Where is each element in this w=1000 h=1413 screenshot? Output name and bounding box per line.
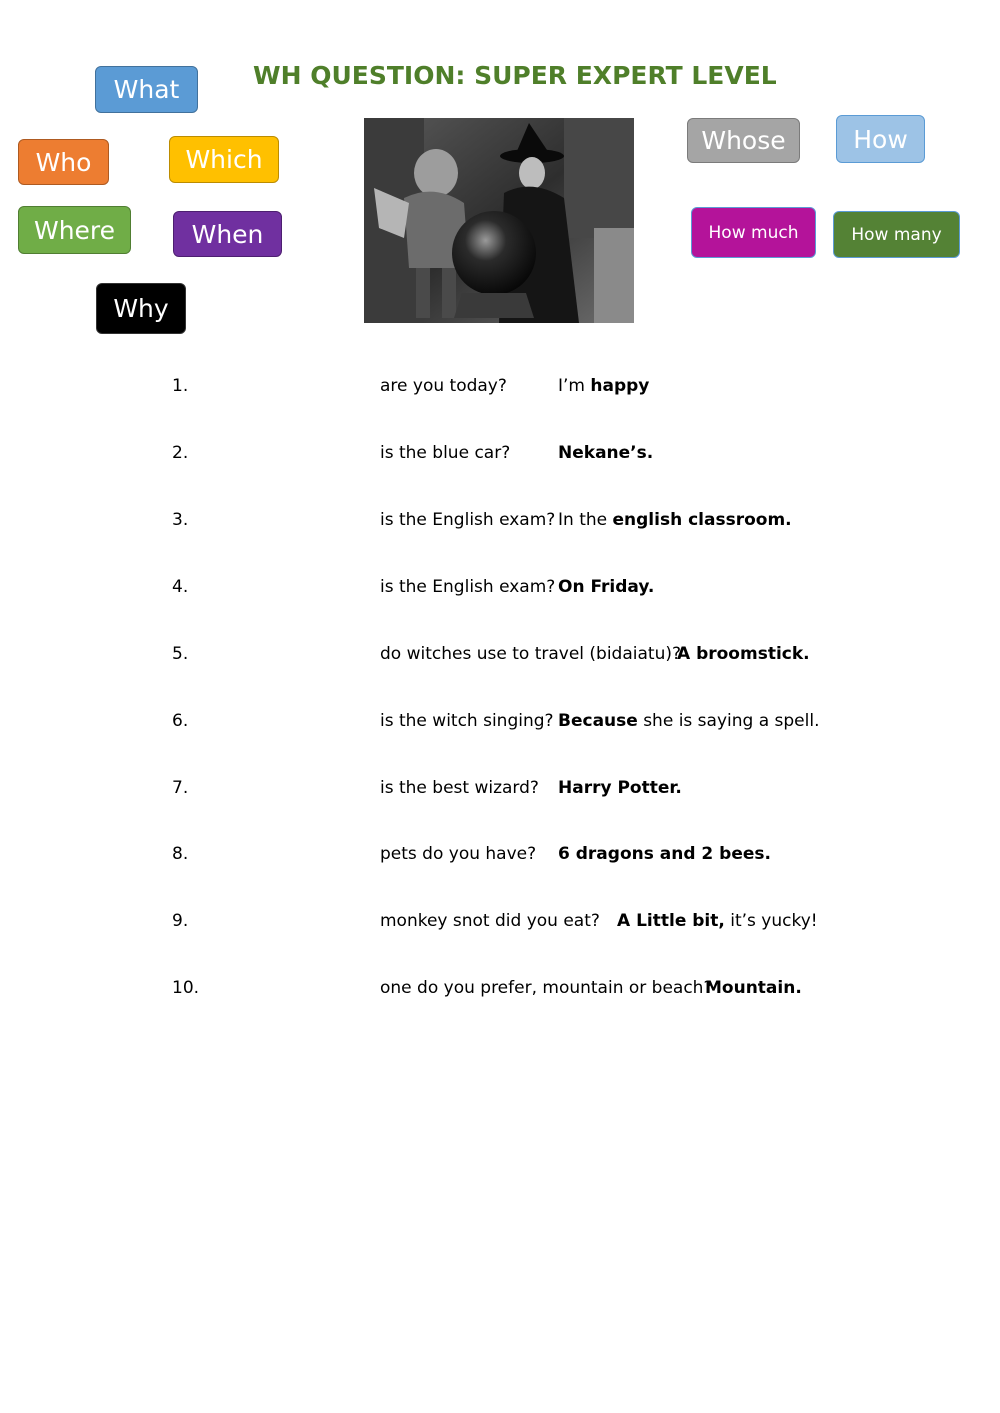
- question-text: are you today?: [380, 376, 507, 396]
- chip-label: When: [191, 219, 264, 249]
- answer-prefix: In the: [558, 510, 613, 530]
- chip-label: How many: [851, 224, 942, 245]
- answer-bold: Nekane’s.: [558, 443, 654, 463]
- chip-when[interactable]: [173, 211, 282, 257]
- chip-label: What: [113, 75, 180, 104]
- answer-bold: happy: [590, 376, 650, 396]
- question-row: [172, 708, 972, 734]
- answer-text: [558, 507, 792, 533]
- answer-bold: 6 dragons and 2 bees.: [558, 844, 771, 864]
- answer-text: [558, 574, 654, 600]
- answer-bold: A Little bit,: [617, 911, 725, 931]
- answer-prefix: I’m: [558, 376, 591, 396]
- question-row: [172, 373, 972, 399]
- question-row: [172, 775, 972, 801]
- chip-where[interactable]: [18, 206, 131, 254]
- worksheet-title: WH QUESTION: SUPER EXPERT LEVEL: [253, 61, 777, 90]
- question-text: do witches use to travel (bidaiatu)?: [380, 644, 682, 664]
- question-row: [172, 507, 972, 533]
- question-text: is the English exam?: [380, 510, 556, 530]
- question-number: 5.: [172, 644, 189, 664]
- answer-text: [558, 440, 653, 466]
- question-text: is the blue car?: [380, 443, 511, 463]
- chip-label: Which: [185, 145, 263, 174]
- question-row: [172, 641, 972, 667]
- question-number: 10.: [172, 978, 200, 998]
- question-number: 4.: [172, 577, 189, 597]
- answer-suffix: she is saying a spell.: [637, 711, 820, 731]
- question-text: is the witch singing?: [380, 711, 554, 731]
- question-number: 2.: [172, 443, 189, 463]
- answer-text: [558, 841, 771, 867]
- question-number: 6.: [172, 711, 189, 731]
- answer-bold: A broomstick.: [677, 644, 810, 664]
- answer-text: [617, 908, 818, 934]
- answer-text: [558, 775, 682, 801]
- question-row: [172, 975, 972, 1001]
- answer-text: [677, 641, 810, 667]
- chip-why[interactable]: [96, 283, 186, 334]
- chip-label: How much: [708, 222, 799, 243]
- answer-text: [558, 708, 819, 734]
- answer-bold: Because: [558, 711, 638, 731]
- chip-label: Who: [35, 147, 92, 177]
- question-number: 7.: [172, 778, 189, 798]
- chip-label: Whose: [701, 126, 786, 155]
- chip-label: Why: [113, 294, 169, 323]
- chip-how-much[interactable]: [691, 207, 816, 258]
- chip-whose[interactable]: [687, 118, 800, 163]
- question-row: [172, 574, 972, 600]
- answer-bold: Mountain.: [705, 978, 802, 998]
- question-text: one do you prefer, mountain or beach?: [380, 978, 713, 998]
- answer-text: [705, 975, 802, 1001]
- witch-crystal-ball-photo: [364, 118, 634, 323]
- chip-which[interactable]: [169, 136, 279, 183]
- question-number: 8.: [172, 844, 189, 864]
- chip-who[interactable]: [18, 139, 109, 185]
- chip-label: How: [853, 124, 908, 154]
- chip-what[interactable]: [95, 66, 198, 113]
- question-text: pets do you have?: [380, 844, 537, 864]
- question-text: monkey snot did you eat?: [380, 911, 600, 931]
- question-row: [172, 841, 972, 867]
- answer-text: [558, 373, 649, 399]
- question-number: 1.: [172, 376, 189, 396]
- chip-label: Where: [33, 215, 116, 245]
- question-text: is the best wizard?: [380, 778, 539, 798]
- question-text: is the English exam?: [380, 577, 556, 597]
- question-number: 3.: [172, 510, 189, 530]
- answer-bold: english classroom.: [612, 510, 792, 530]
- answer-bold: On Friday.: [558, 577, 655, 597]
- answer-bold: Harry Potter.: [558, 778, 682, 798]
- chip-how-many[interactable]: [833, 211, 960, 258]
- question-row: [172, 908, 972, 934]
- question-number: 9.: [172, 911, 189, 931]
- answer-suffix: it’s yucky!: [724, 911, 818, 931]
- question-row: [172, 440, 972, 466]
- chip-how[interactable]: [836, 115, 925, 163]
